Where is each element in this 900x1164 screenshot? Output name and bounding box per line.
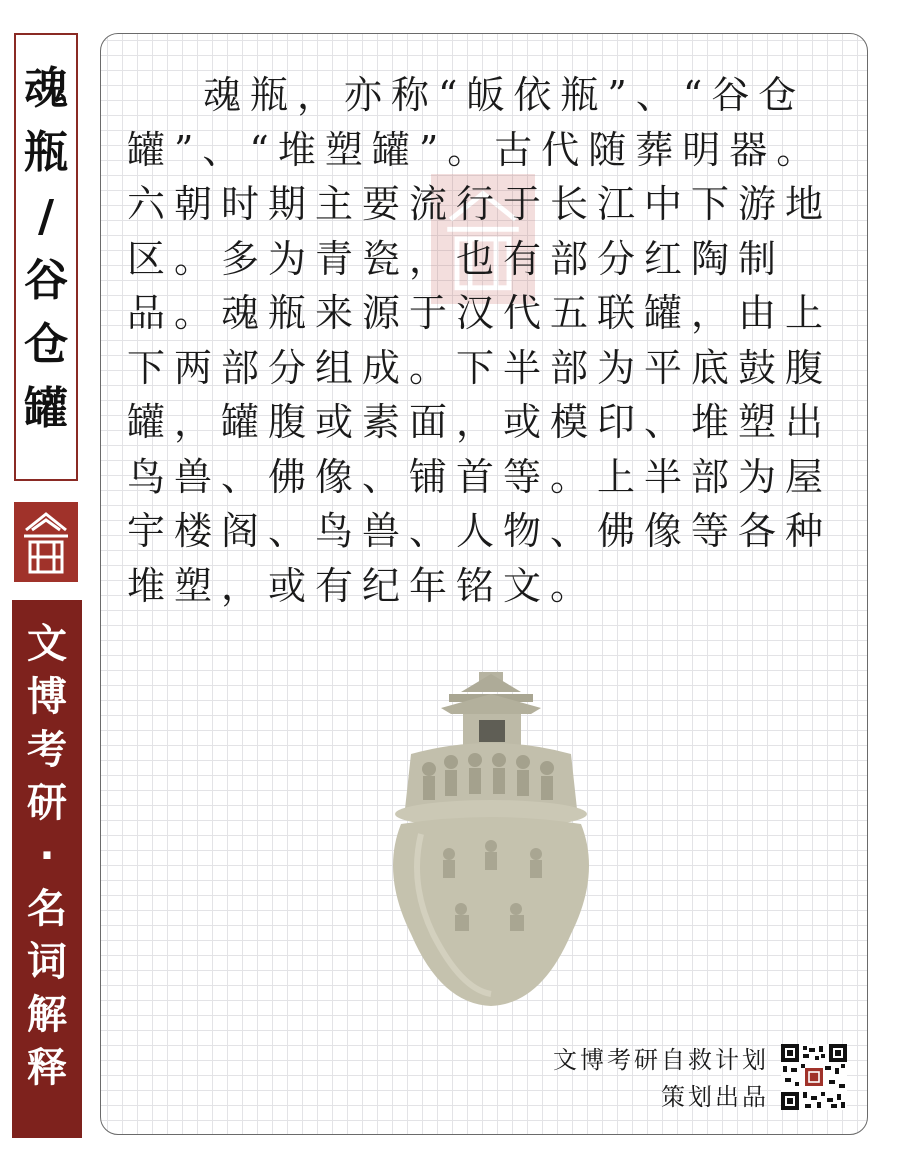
footer-credit (553, 1042, 769, 1116)
series-char: 解 (27, 992, 67, 1038)
title-box (14, 33, 78, 481)
series-char: 名 (27, 886, 67, 932)
series-char: 研 (27, 780, 67, 826)
granary-seal-icon (14, 502, 78, 582)
title-char: 瓶 (24, 127, 68, 178)
qr-code-icon[interactable] (781, 1044, 847, 1110)
content-card (100, 33, 868, 1135)
soul-jar-image (371, 634, 611, 1014)
series-char: 文 (27, 621, 67, 667)
title-char: 仓 (24, 319, 68, 370)
series-char: 释 (27, 1045, 67, 1091)
title-char: 谷 (24, 255, 68, 306)
footer-line-2: 策划出品 (661, 1083, 769, 1111)
series-banner (12, 600, 82, 1138)
title-char: 罐 (24, 383, 68, 434)
series-char: 考 (27, 727, 67, 773)
series-char: 词 (27, 939, 67, 985)
title-char: / (37, 191, 55, 242)
series-char: 博 (27, 674, 67, 720)
title-char: 魂 (24, 63, 68, 114)
footer-line-1: 文博考研自救计划 (553, 1046, 769, 1074)
series-char: · (39, 833, 55, 879)
definition-text: 魂瓶，亦称“皈依瓶”、“谷仓罐”、“堆塑罐”。古代随葬明器。六朝时期主要流行于长江中下游地区。多为青瓷，也有部分红陶制品。魂瓶来源于汉代五联罐，由上下两部分组成。下半部为平底鼓腹罐，罐腹或素面，或模印、堆塑出鸟兽、佛像、铺首等。上半部为屋宇楼阁、鸟兽、人物、佛像等各种堆塑，或有纪年铭文。 (127, 73, 833, 608)
